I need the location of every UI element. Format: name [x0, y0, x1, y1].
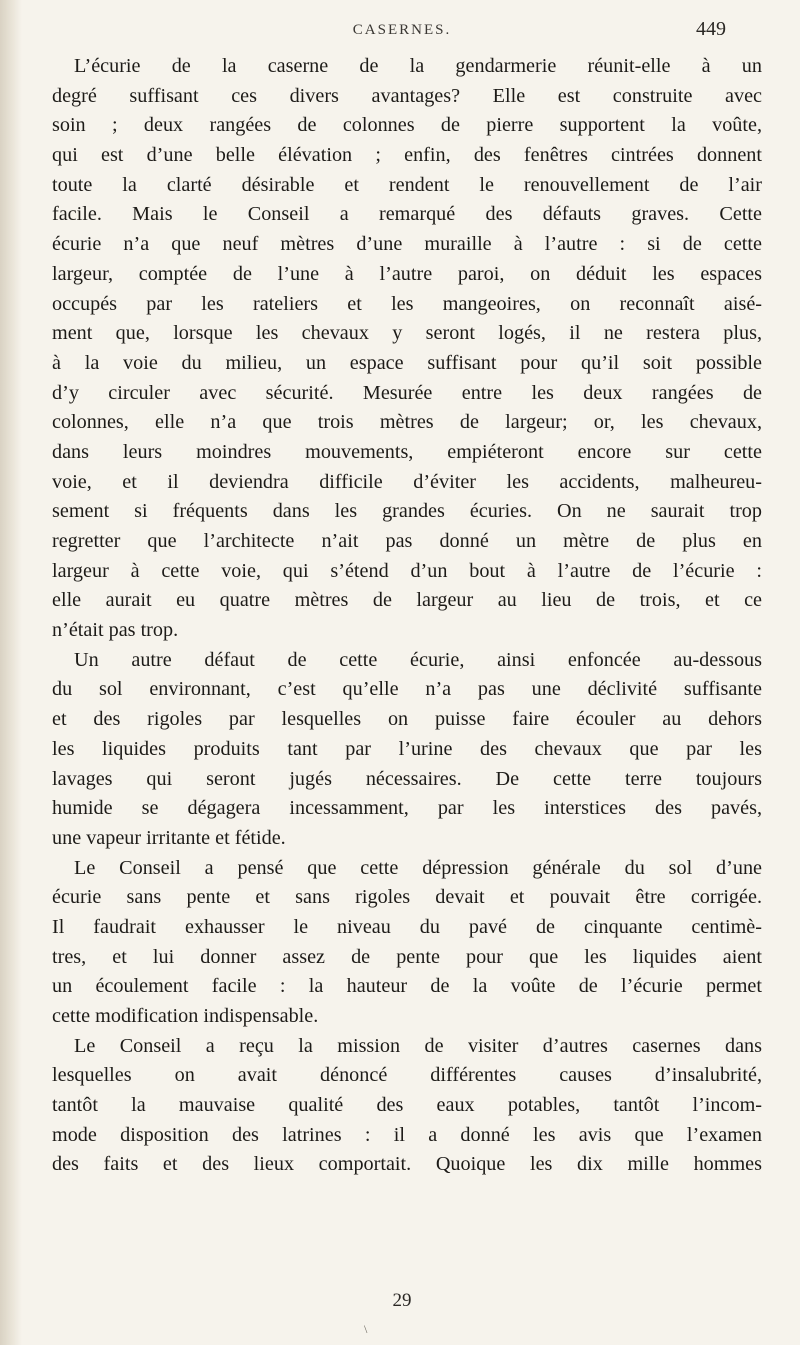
text-line: toute la clarté désirable et rendent le renouvellement de l’air — [52, 173, 762, 196]
text-line: L’écurie de la caserne de la gendarmerie réunit-elle à un — [74, 55, 762, 77]
body-text — [52, 52, 762, 1180]
text-line: regretter que l’architecte n’ait pas donné un mètre de plus en — [52, 530, 762, 552]
text-line: voie, et il deviendra difficile d’éviter les accidents, malheureu- — [52, 470, 762, 493]
text-line: sement si fréquents dans les grandes écuries. On ne saurait trop — [52, 500, 762, 523]
text-line: à la voie du milieu, un espace suffisant pour qu’il soit possible — [52, 351, 762, 374]
running-title: CASERNES. — [352, 22, 452, 38]
text-line: facile. Mais le Conseil a remarqué des défauts graves. Cette — [52, 203, 762, 226]
text-line: degré suffisant ces divers avantages? Elle est construite avec — [52, 84, 762, 107]
text-line: écurie sans pente et sans rigoles devait et pouvait être corrigée. — [52, 886, 762, 909]
text-line: écurie n’a que neuf mètres d’une muraille à l’autre : si de cette — [52, 233, 762, 256]
text-line: occupés par les rateliers et les mangeoires, on reconnaît aisé- — [52, 292, 762, 315]
signature-mark: 29 — [392, 1290, 412, 1311]
text-line: lesquelles on avait dénoncé différentes causes d’insalubrité, — [52, 1064, 762, 1087]
text-line: soin ; deux rangées de colonnes de pierre supportent la voûte, — [52, 114, 762, 137]
book-page — [28, 0, 776, 1345]
text-line: qui est d’une belle élévation ; enfin, des fenêtres cintrées donnent — [52, 144, 762, 167]
text-line: dans leurs moindres mouvements, empiéteront encore sur cette — [52, 440, 762, 463]
text-line: d’y circuler avec sécurité. Mesurée entre les deux rangées de — [52, 381, 762, 404]
text-line: elle aurait eu quatre mètres de largeur au lieu de trois, et ce — [52, 589, 762, 612]
text-line: un écoulement facile : la hauteur de la voûte de l’écurie permet — [52, 975, 762, 998]
running-head — [28, 18, 776, 46]
text-line: des faits et des lieux comportait. Quoique les dix mille hommes — [52, 1153, 762, 1176]
text-line: tantôt la mauvaise qualité des eaux potables, tantôt l’incom- — [52, 1094, 762, 1117]
text-line: Un autre défaut de cette écurie, ainsi enfoncée au-dessous — [74, 648, 762, 671]
text-line: du sol environnant, c’est qu’elle n’a pas une déclivité suffisante — [52, 678, 762, 701]
text-line: Le Conseil a reçu la mission de visiter d’autres casernes dans — [74, 1034, 762, 1057]
text-line: Il faudrait exhausser le niveau du pavé de cinquante centimè- — [52, 915, 762, 938]
text-line: colonnes, elle n’a que trois mètres de largeur; or, les chevaux, — [52, 411, 762, 434]
text-line: tres, et lui donner assez de pente pour que les liquides aient — [52, 945, 762, 968]
stray-mark: \ — [364, 1322, 368, 1336]
text-line: lavages qui seront jugés nécessaires. De cette terre toujours — [52, 767, 762, 790]
text-line: n’était pas trop. — [52, 619, 179, 642]
text-line: humide se dégagera incessamment, par les interstices des pavés, — [52, 797, 762, 820]
text-line: les liquides produits tant par l’urine des chevaux que par les — [52, 737, 762, 760]
text-line: largeur, comptée de l’une à l’autre paroi, on déduit les espaces — [52, 262, 762, 285]
text-line: et des rigoles par lesquelles on puisse faire écouler au dehors — [52, 708, 762, 731]
text-line: cette modification indispensable. — [52, 1005, 319, 1027]
text-line: une vapeur irritante et fétide. — [52, 826, 286, 849]
text-line: Le Conseil a pensé que cette dépression générale du sol d’une — [74, 856, 762, 879]
text-line: mode disposition des latrines : il a donné les avis que l’examen — [52, 1123, 762, 1146]
text-line: largeur à cette voie, qui s’étend d’un bout à l’autre de l’écurie : — [52, 559, 762, 582]
page-binding-edge — [0, 0, 22, 1345]
page-number: 449 — [696, 18, 726, 40]
text-line: ment que, lorsque les chevaux y seront logés, il ne restera plus, — [52, 322, 762, 345]
